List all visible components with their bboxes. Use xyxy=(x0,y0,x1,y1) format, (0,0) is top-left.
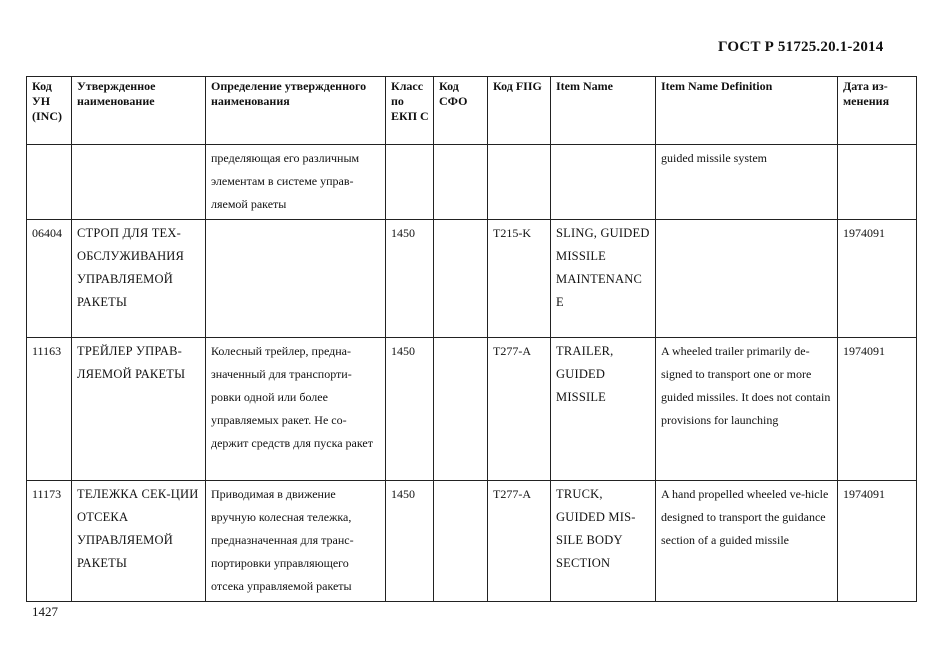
col-header-item-name: Item Name xyxy=(551,77,656,145)
cell-definition xyxy=(206,220,386,338)
catalog-table xyxy=(26,76,917,602)
cell-name: СТРОП ДЛЯ ТЕХ-ОБСЛУЖИВАНИЯ УПРАВЛЯЕМОЙ РАКЕТЫ xyxy=(72,220,206,338)
cell-sfo xyxy=(434,145,488,220)
cell-name xyxy=(72,145,206,220)
cell-sfo xyxy=(434,481,488,602)
col-header-code: Код УН (INC) xyxy=(27,77,72,145)
cell-class: 1450 xyxy=(386,338,434,481)
cell-item-def xyxy=(656,220,838,338)
col-header-date: Дата из-менения xyxy=(838,77,917,145)
cell-item-def: A hand propelled wheeled ve-hicle designed to transport the guidance section of a guided missile xyxy=(656,481,838,602)
cell-sfo xyxy=(434,338,488,481)
cell-date xyxy=(838,145,917,220)
table-row xyxy=(27,481,917,602)
cell-class: 1450 xyxy=(386,220,434,338)
cell-fiig: T277-A xyxy=(488,481,551,602)
cell-definition: Приводимая в движение вручную колесная тележка, предназначенная для транс-портировки управляющего отсека управляемой ракеты xyxy=(206,481,386,602)
cell-name: ТРЕЙЛЕР УПРАВ-ЛЯЕМОЙ РАКЕТЫ xyxy=(72,338,206,481)
col-header-item-def: Item Name Definition xyxy=(656,77,838,145)
page-number: 1427 xyxy=(32,604,58,619)
cell-definition: Колесный трейлер, предна-значенный для транспорти-ровки одной или более управляемых ракет. Не со-держит средств для пуска ракет xyxy=(206,338,386,481)
table-row xyxy=(27,338,917,481)
cell-item-def: A wheeled trailer primarily de-signed to transport one or more guided missiles. It does not contain provisions for launching xyxy=(656,338,838,481)
document-code: ГОСТ Р 51725.20.1-2014 xyxy=(718,39,884,55)
cell-item-name: SLING, GUIDED MISSILE MAINTENANC E xyxy=(551,220,656,338)
cell-code xyxy=(27,145,72,220)
col-header-sfo: Код СФО xyxy=(434,77,488,145)
cell-date: 1974091 xyxy=(838,338,917,481)
table-header-row xyxy=(27,77,917,145)
col-header-fiig: Код FIIG xyxy=(488,77,551,145)
table-row xyxy=(27,145,917,220)
cell-definition: пределяющая его различным элементам в системе управ-ляемой ракеты xyxy=(206,145,386,220)
cell-code: 11163 xyxy=(27,338,72,481)
cell-fiig xyxy=(488,145,551,220)
col-header-name: Утвержденное наименование xyxy=(72,77,206,145)
cell-date: 1974091 xyxy=(838,481,917,602)
cell-item-def: guided missile system xyxy=(656,145,838,220)
cell-class: 1450 xyxy=(386,481,434,602)
table-row xyxy=(27,220,917,338)
cell-fiig: T277-A xyxy=(488,338,551,481)
col-header-definition: Определение утвержденного наименования xyxy=(206,77,386,145)
cell-item-name xyxy=(551,145,656,220)
cell-class xyxy=(386,145,434,220)
cell-code: 06404 xyxy=(27,220,72,338)
cell-fiig: T215-K xyxy=(488,220,551,338)
cell-name: ТЕЛЕЖКА СЕК-ЦИИ ОТСЕКА УПРАВЛЯЕМОЙ РАКЕТЫ xyxy=(72,481,206,602)
cell-code: 11173 xyxy=(27,481,72,602)
cell-item-name: TRUCK, GUIDED MIS-SILE BODY SECTION xyxy=(551,481,656,602)
cell-date: 1974091 xyxy=(838,220,917,338)
cell-item-name: TRAILER, GUIDED MISSILE xyxy=(551,338,656,481)
cell-sfo xyxy=(434,220,488,338)
col-header-class: Класс по ЕКП С xyxy=(386,77,434,145)
